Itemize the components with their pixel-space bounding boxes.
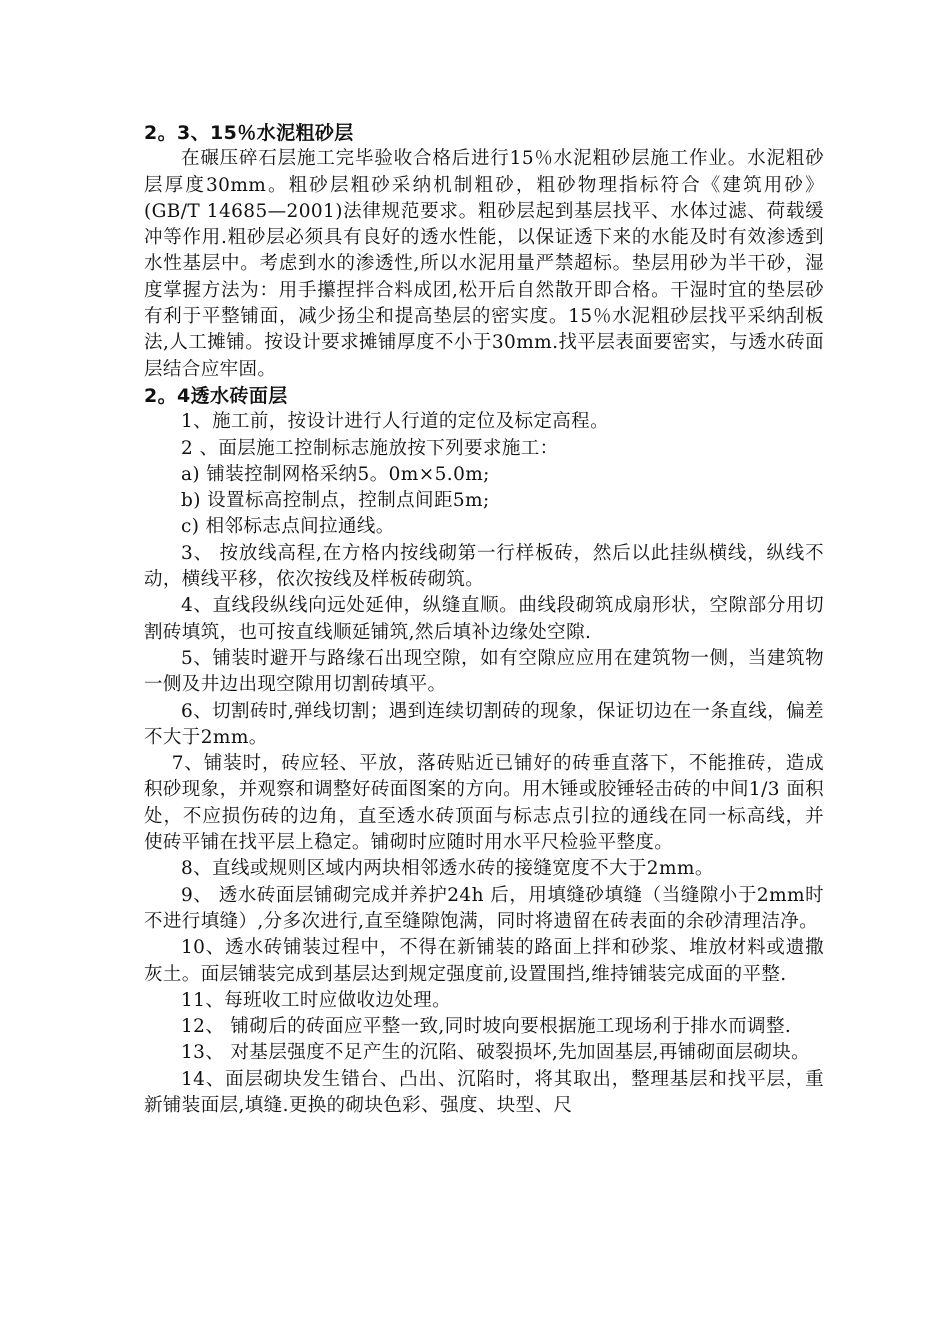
list-item: 3、 按放线高程,在方格内按线砌第一行样板砖，然后以此挂纵横线，纵线不动，横线平移，依次按线及样板砖砌筑。 (144, 542, 824, 591)
list-item: 12、 铺砌后的砖面应平整一致,同时坡向要根据施工现场利于排水而调整. (181, 1016, 792, 1038)
list-item: 2 、面层施工控制标志施放按下列要求施工： (181, 437, 559, 459)
list-item: 13、 对基层强度不足产生的沉陷、破裂损坏,先加固基层,再铺砌面层砌块。 (181, 1042, 811, 1064)
section-heading-2-4: 2。4透水砖面层 (144, 384, 288, 407)
section-2-3-paragraph: 在碾压碎石层施工完毕验收合格后进行15％水泥粗砂层施工作业。水泥粗砂层厚度30mm。粗砂层粗砂采纳机制粗砂，粗砂物理指标符合《建筑用砂》(GB/T 14685—2001)法律规范要求。粗砂层起到基层找平、水体过滤、荷载缓冲等作用.粗砂层必须具有良好的透水性能，以保证透下来的水能及时有效渗透到水性基层中。考虑到水的渗透性,所以水泥用量严禁超标。垫层用砂为半干砂，湿度掌握方法为：用手攥捏拌合料成团,松开后自然散开即合格。干湿时宜的垫层砂有利于平整铺面，减少扬尘和提高垫层的密实度。15％水泥粗砂层找平采纳刮板法,人工摊铺。按设计要求摊铺厚度不小于30mm.找平层表面要密实，与透水砖面层结合应牢固。 (144, 148, 824, 380)
list-item: 1、施工前，按设计进行人行道的定位及标定高程。 (181, 411, 609, 433)
list-item: 6、切割砖时,弹线切割；遇到连续切割砖的现象，保证切边在一条直线，偏差不大于2mm。 (144, 700, 824, 748)
document-body (144, 120, 824, 1119)
list-item: 14、面层砌块发生错台、凸出、沉陷时，将其取出，整理基层和找平层，重新铺装面层,填缝.更换的砌块色彩、强度、块型、尺 (144, 1068, 824, 1116)
list-item: 4、直线段纵线向远处延伸，纵缝直顺。曲线段砌筑成扇形状，空隙部分用切割砖填筑，也可按直线顺延铺筑,然后填补边缘处空隙. (144, 595, 824, 643)
list-item: 11、每班收工时应做收边处理。 (181, 989, 452, 1011)
list-item: 8、直线或规则区域内两块相邻透水砖的接缝宽度不大于2mm。 (181, 858, 714, 880)
section-heading-2-3: 2。3、15％水泥粗砂层 (144, 122, 354, 144)
list-item: c) 相邻标志点间拉通线。 (181, 516, 395, 538)
list-item: b) 设置标高控制点，控制点间距5m; (181, 490, 490, 512)
list-item: 9、 透水砖面层铺砌完成并养护24h 后，用填缝砂填缝（当缝隙小于2mm时不进行填缝）,分多次进行,直至缝隙饱满，同时将遗留在砖表面的余砂清理洁净。 (144, 884, 824, 932)
list-item: 10、透水砖铺装过程中，不得在新铺装的路面上拌和砂浆、堆放材料或遗撒灰土。面层铺装完成到基层达到规定强度前,设置围挡,维持铺装完成面的平整. (144, 937, 824, 985)
list-item: a) 铺装控制网格采纳5。0m×5.0m; (181, 463, 490, 485)
list-item: 5、铺装时避开与路缘石出现空隙，如有空隙应应用在建筑物一侧，当建筑物一侧及井边出现空隙用切割砖填平。 (144, 647, 824, 696)
list-item: 7、铺装时，砖应轻、平放，落砖贴近已铺好的砖垂直落下，不能推砖，造成积砂现象，并观察和调整好砖面图案的方向。用木锤或胶锤轻击砖的中间1/3 面积处，不应损伤砖的边角，直至透水砖顶面与标志点引拉的通线在同一标高线，并使砖平铺在找平层上稳定。铺砌时应随时用水平尺检验平整度。 (144, 753, 824, 854)
